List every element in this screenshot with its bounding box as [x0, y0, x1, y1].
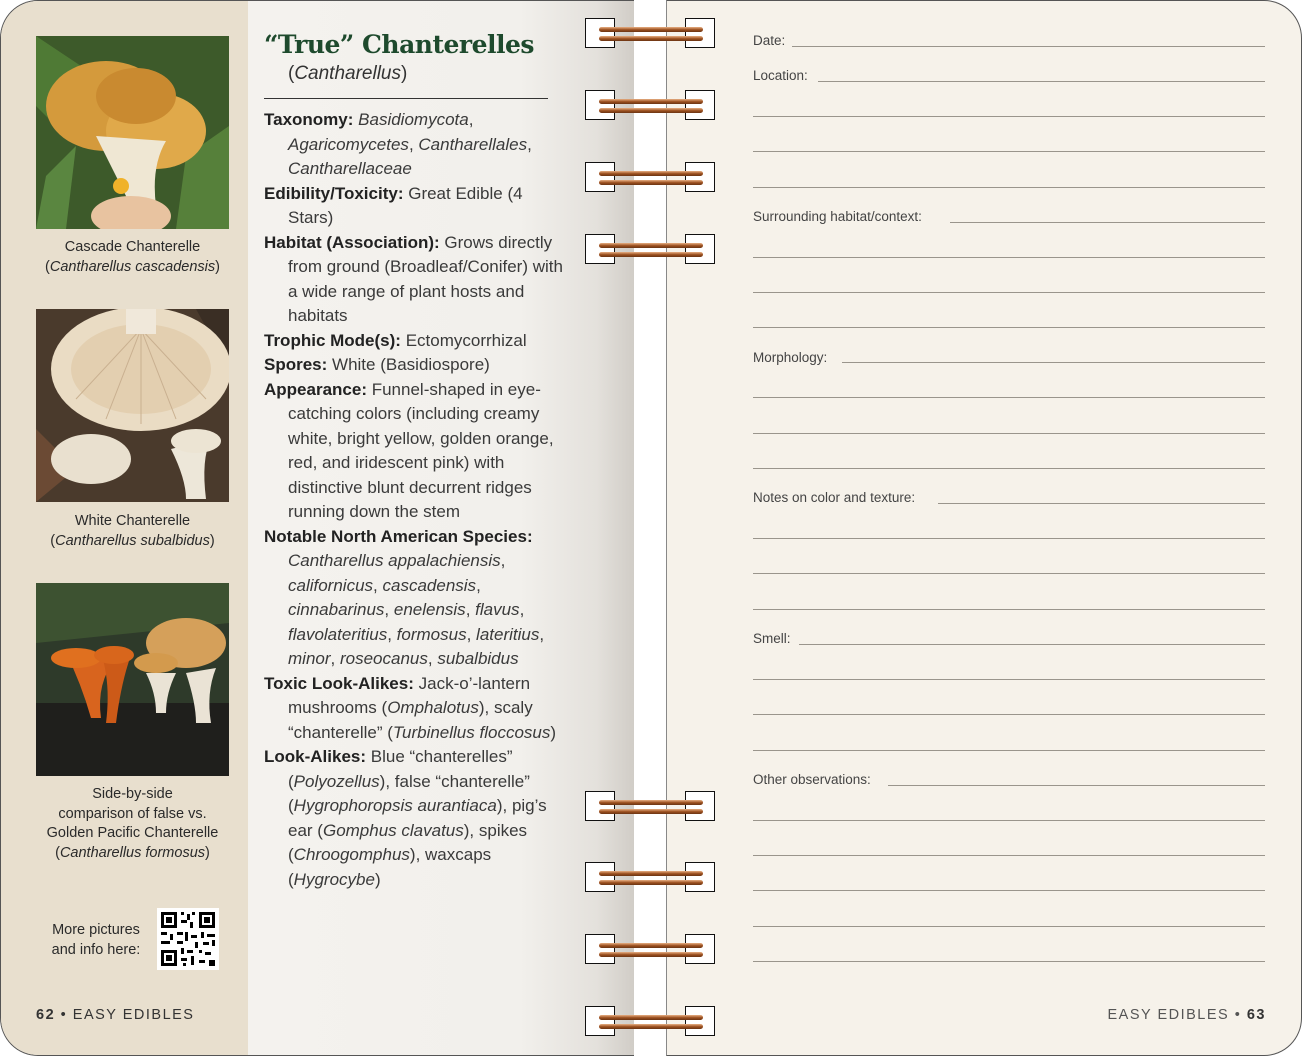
spiral-ring	[585, 18, 717, 50]
habitat-label: Surrounding habitat/context:	[753, 209, 922, 224]
species-details	[264, 108, 564, 892]
writing-line[interactable]	[753, 327, 1265, 328]
binding-hole	[585, 90, 615, 120]
subtitle-genus: Cantharellus	[294, 63, 401, 84]
spiral-wire	[599, 252, 703, 257]
species-name: subalbidus	[437, 649, 519, 668]
entry-italic: Hygrophoropsis aurantiaca	[293, 796, 497, 815]
writing-line[interactable]	[753, 820, 1265, 821]
entry-italic: Chroogomphus	[293, 845, 410, 864]
writing-line[interactable]	[753, 468, 1265, 469]
spiral-wire	[599, 800, 703, 805]
habitat-line[interactable]	[950, 222, 1265, 223]
writing-line[interactable]	[753, 397, 1265, 398]
caption-latin-text: Cantharellus cascadensis	[49, 258, 216, 275]
qr-code[interactable]	[157, 908, 219, 970]
cascade-chanterelle-photo	[36, 36, 229, 229]
toxic-lookalikes-entry	[264, 672, 564, 746]
entry-text: )	[374, 869, 381, 889]
morphology-line[interactable]	[842, 362, 1265, 363]
appearance-entry	[264, 378, 564, 525]
spiral-wire	[599, 809, 703, 814]
writing-line[interactable]	[753, 187, 1265, 188]
color-texture-label: Notes on color and texture:	[753, 490, 916, 505]
binding-hole	[585, 234, 615, 264]
binding-hole	[685, 18, 715, 48]
right-footer	[1108, 1007, 1266, 1023]
location-line[interactable]	[818, 81, 1265, 82]
species-name: cinnabarinus	[288, 600, 385, 619]
writing-line[interactable]	[753, 679, 1265, 680]
entry-value: Grows directly from ground (Broadleaf/Conifer) with a wide range of plant hosts and habitats	[288, 232, 563, 325]
spiral-wire	[599, 952, 703, 957]
caption-line: comparison of false vs.	[58, 805, 207, 822]
binding-hole	[685, 162, 715, 192]
spiral-wire	[599, 880, 703, 885]
spiral-wire	[599, 27, 703, 32]
binding-hole	[685, 234, 715, 264]
location-label: Location:	[753, 68, 808, 83]
spiral-wire	[599, 871, 703, 876]
entry-label: Trophic Mode(s):	[264, 330, 401, 350]
species-name: lateritius	[476, 624, 540, 644]
entry-text: ), waxcaps (	[288, 845, 492, 889]
more-info-text	[36, 920, 156, 960]
title-divider	[264, 98, 548, 99]
writing-line[interactable]	[753, 750, 1265, 751]
binding-hole	[685, 791, 715, 821]
color-texture-line[interactable]	[938, 503, 1265, 504]
spiral-ring	[585, 934, 717, 966]
entry-value: White (Basidiospore)	[332, 355, 490, 374]
binding-hole	[585, 791, 615, 821]
species-name: flavolateritius	[288, 624, 388, 644]
writing-line[interactable]	[753, 151, 1265, 152]
spiral-ring	[585, 90, 717, 122]
spiral-wire	[599, 180, 703, 185]
white-chanterelle-photo	[36, 309, 229, 502]
entry-text: Jack-o’-lantern mushrooms (	[288, 673, 531, 717]
spiral-ring	[585, 162, 717, 194]
species-name: Cantharellus appalachiensis	[288, 551, 501, 570]
taxon: Cantharellaceae	[288, 159, 412, 178]
entry-italic: Polyozellus	[293, 771, 380, 791]
smell-label: Smell:	[753, 631, 791, 646]
lookalikes-entry	[264, 745, 564, 892]
section-name: EASY EDIBLES	[72, 1007, 195, 1023]
right-page	[666, 0, 1302, 1056]
writing-line[interactable]	[753, 433, 1265, 434]
date-line[interactable]	[792, 46, 1265, 47]
photo-caption	[20, 512, 245, 551]
binding-hole	[585, 162, 615, 192]
entry-text: ), false “chanterelle” (	[288, 771, 530, 815]
spiral-wire	[599, 99, 703, 104]
more-line: More pictures	[52, 922, 140, 938]
entry-value: Funnel-shaped in eye-catching colors (including creamy white, bright yellow, golden orange, red, and iridescent pink) with distinctive blunt decurrent ridges running down the stem	[288, 379, 554, 521]
binding-hole	[585, 18, 615, 48]
entry-text: ), spikes (	[288, 820, 528, 864]
taxon: Basidiomycota	[358, 110, 469, 129]
caption-latin-text: Cantharellus formosus	[59, 844, 206, 861]
caption-name: White Chanterelle	[74, 513, 191, 529]
caption-latin: (Cantharellus subalbidus)	[50, 532, 215, 549]
footer-bullet: •	[60, 1007, 68, 1023]
writing-line[interactable]	[753, 116, 1265, 117]
smell-line[interactable]	[799, 644, 1265, 645]
spiral-wire	[599, 171, 703, 176]
caption-line: Side-by-side	[92, 786, 173, 802]
taxonomy-entry: Taxonomy: Basidiomycota, Agaricomycetes, Cantharellales, Cantharellaceae	[264, 110, 532, 178]
left-footer	[36, 1007, 194, 1023]
caption-name: Cascade Chanterelle	[64, 239, 201, 255]
writing-line[interactable]	[753, 573, 1265, 574]
footer-bullet: •	[1234, 1007, 1242, 1023]
entry-label: Notable North American Species:	[264, 526, 533, 546]
entry-label: Appearance:	[264, 379, 367, 399]
edibility-entry	[264, 182, 564, 231]
caption-line: Golden Pacific Chanterelle	[46, 825, 219, 841]
entry-text: )	[550, 722, 557, 742]
spiral-wire	[599, 943, 703, 948]
entry-value: Great Edible (4 Stars)	[288, 183, 523, 227]
caption-latin: (Cantharellus formosus)	[55, 844, 210, 861]
other-observations-label: Other observations:	[753, 772, 871, 787]
binding-hole	[685, 862, 715, 892]
entry-label: Taxonomy:	[264, 110, 354, 129]
habitat-entry	[264, 231, 564, 329]
spiral-ring	[585, 862, 717, 894]
binding-hole	[685, 1006, 715, 1036]
species-name: flavus	[475, 600, 520, 619]
entry-text: Blue “chanterelles” (	[288, 747, 513, 791]
writing-line[interactable]	[753, 292, 1265, 293]
binding-hole	[685, 90, 715, 120]
entry-italic: Hygrocybe	[293, 869, 375, 889]
spiral-wire	[599, 36, 703, 41]
entry-italic: Turbinellus floccosus	[392, 722, 551, 742]
writing-line[interactable]	[753, 855, 1265, 856]
spiral-wire	[599, 1024, 703, 1029]
species-name: formosus	[396, 624, 467, 644]
binding-hole	[585, 934, 615, 964]
spiral-wire	[599, 108, 703, 113]
caption-latin: (Cantharellus cascadensis)	[45, 258, 220, 275]
photo-caption	[20, 785, 245, 863]
species-name: enelensis	[393, 600, 466, 619]
spiral-ring	[585, 1006, 717, 1038]
species-name: roseocanus	[339, 649, 428, 668]
spiral-ring	[585, 791, 717, 823]
writing-line[interactable]	[753, 257, 1265, 258]
binding-hole	[585, 1006, 615, 1036]
writing-line[interactable]	[753, 926, 1265, 927]
morphology-label: Morphology:	[753, 350, 828, 365]
photo-caption	[20, 238, 245, 277]
entry-italic: Omphalotus	[387, 698, 479, 717]
page-number: 63	[1246, 1007, 1266, 1023]
writing-line[interactable]	[753, 890, 1265, 891]
entry-italic: Gomphus clavatus	[322, 820, 464, 840]
writing-line[interactable]	[753, 609, 1265, 610]
entry-label: Spores:	[264, 355, 328, 374]
other-observations-line[interactable]	[888, 785, 1265, 786]
caption-latin-text: Cantharellus subalbidus	[55, 532, 210, 549]
spiral-wire	[599, 1015, 703, 1020]
entry-text: ), pig’s ear (	[288, 796, 547, 840]
taxon: Cantharellales	[418, 134, 528, 154]
entry-label: Edibility/Toxicity:	[264, 183, 404, 203]
more-line: and info here:	[51, 942, 141, 958]
entry-label: Habitat (Association):	[264, 232, 440, 252]
trophic-entry	[264, 329, 564, 354]
species-name: californicus	[288, 575, 374, 595]
entry-label: Look-Alikes:	[264, 747, 367, 766]
spiral-ring	[585, 234, 717, 266]
page-subtitle: (Cantharellus)	[288, 63, 408, 84]
writing-line[interactable]	[753, 961, 1265, 962]
binding-hole	[685, 934, 715, 964]
binding-hole	[585, 862, 615, 892]
species-name: cascadensis	[382, 575, 477, 595]
entry-text: ), scaly “chanterelle” (	[288, 698, 533, 742]
species-entry: Notable North American Species: Cantharellus appalachiensis, californicus, cascadensis, cinnabarinus, enelensis, flavus, flavolateritius, formosus, lateritius, minor, roseocanus, subalbidus	[264, 526, 545, 668]
taxon: Agaricomycetes	[288, 134, 409, 154]
page-number: 62	[36, 1007, 56, 1023]
section-name: EASY EDIBLES	[1107, 1007, 1230, 1023]
spiral-wire	[599, 243, 703, 248]
side-by-side-photo	[36, 583, 229, 776]
spores-entry	[264, 353, 564, 378]
entry-label: Toxic Look-Alikes:	[264, 673, 414, 693]
species-name: minor	[288, 649, 331, 668]
date-label: Date:	[753, 33, 786, 48]
entry-value: Ectomycorrhizal	[405, 330, 527, 350]
page-title: “True” Chanterelles	[264, 30, 534, 59]
writing-line[interactable]	[753, 538, 1265, 539]
writing-line[interactable]	[753, 714, 1265, 715]
